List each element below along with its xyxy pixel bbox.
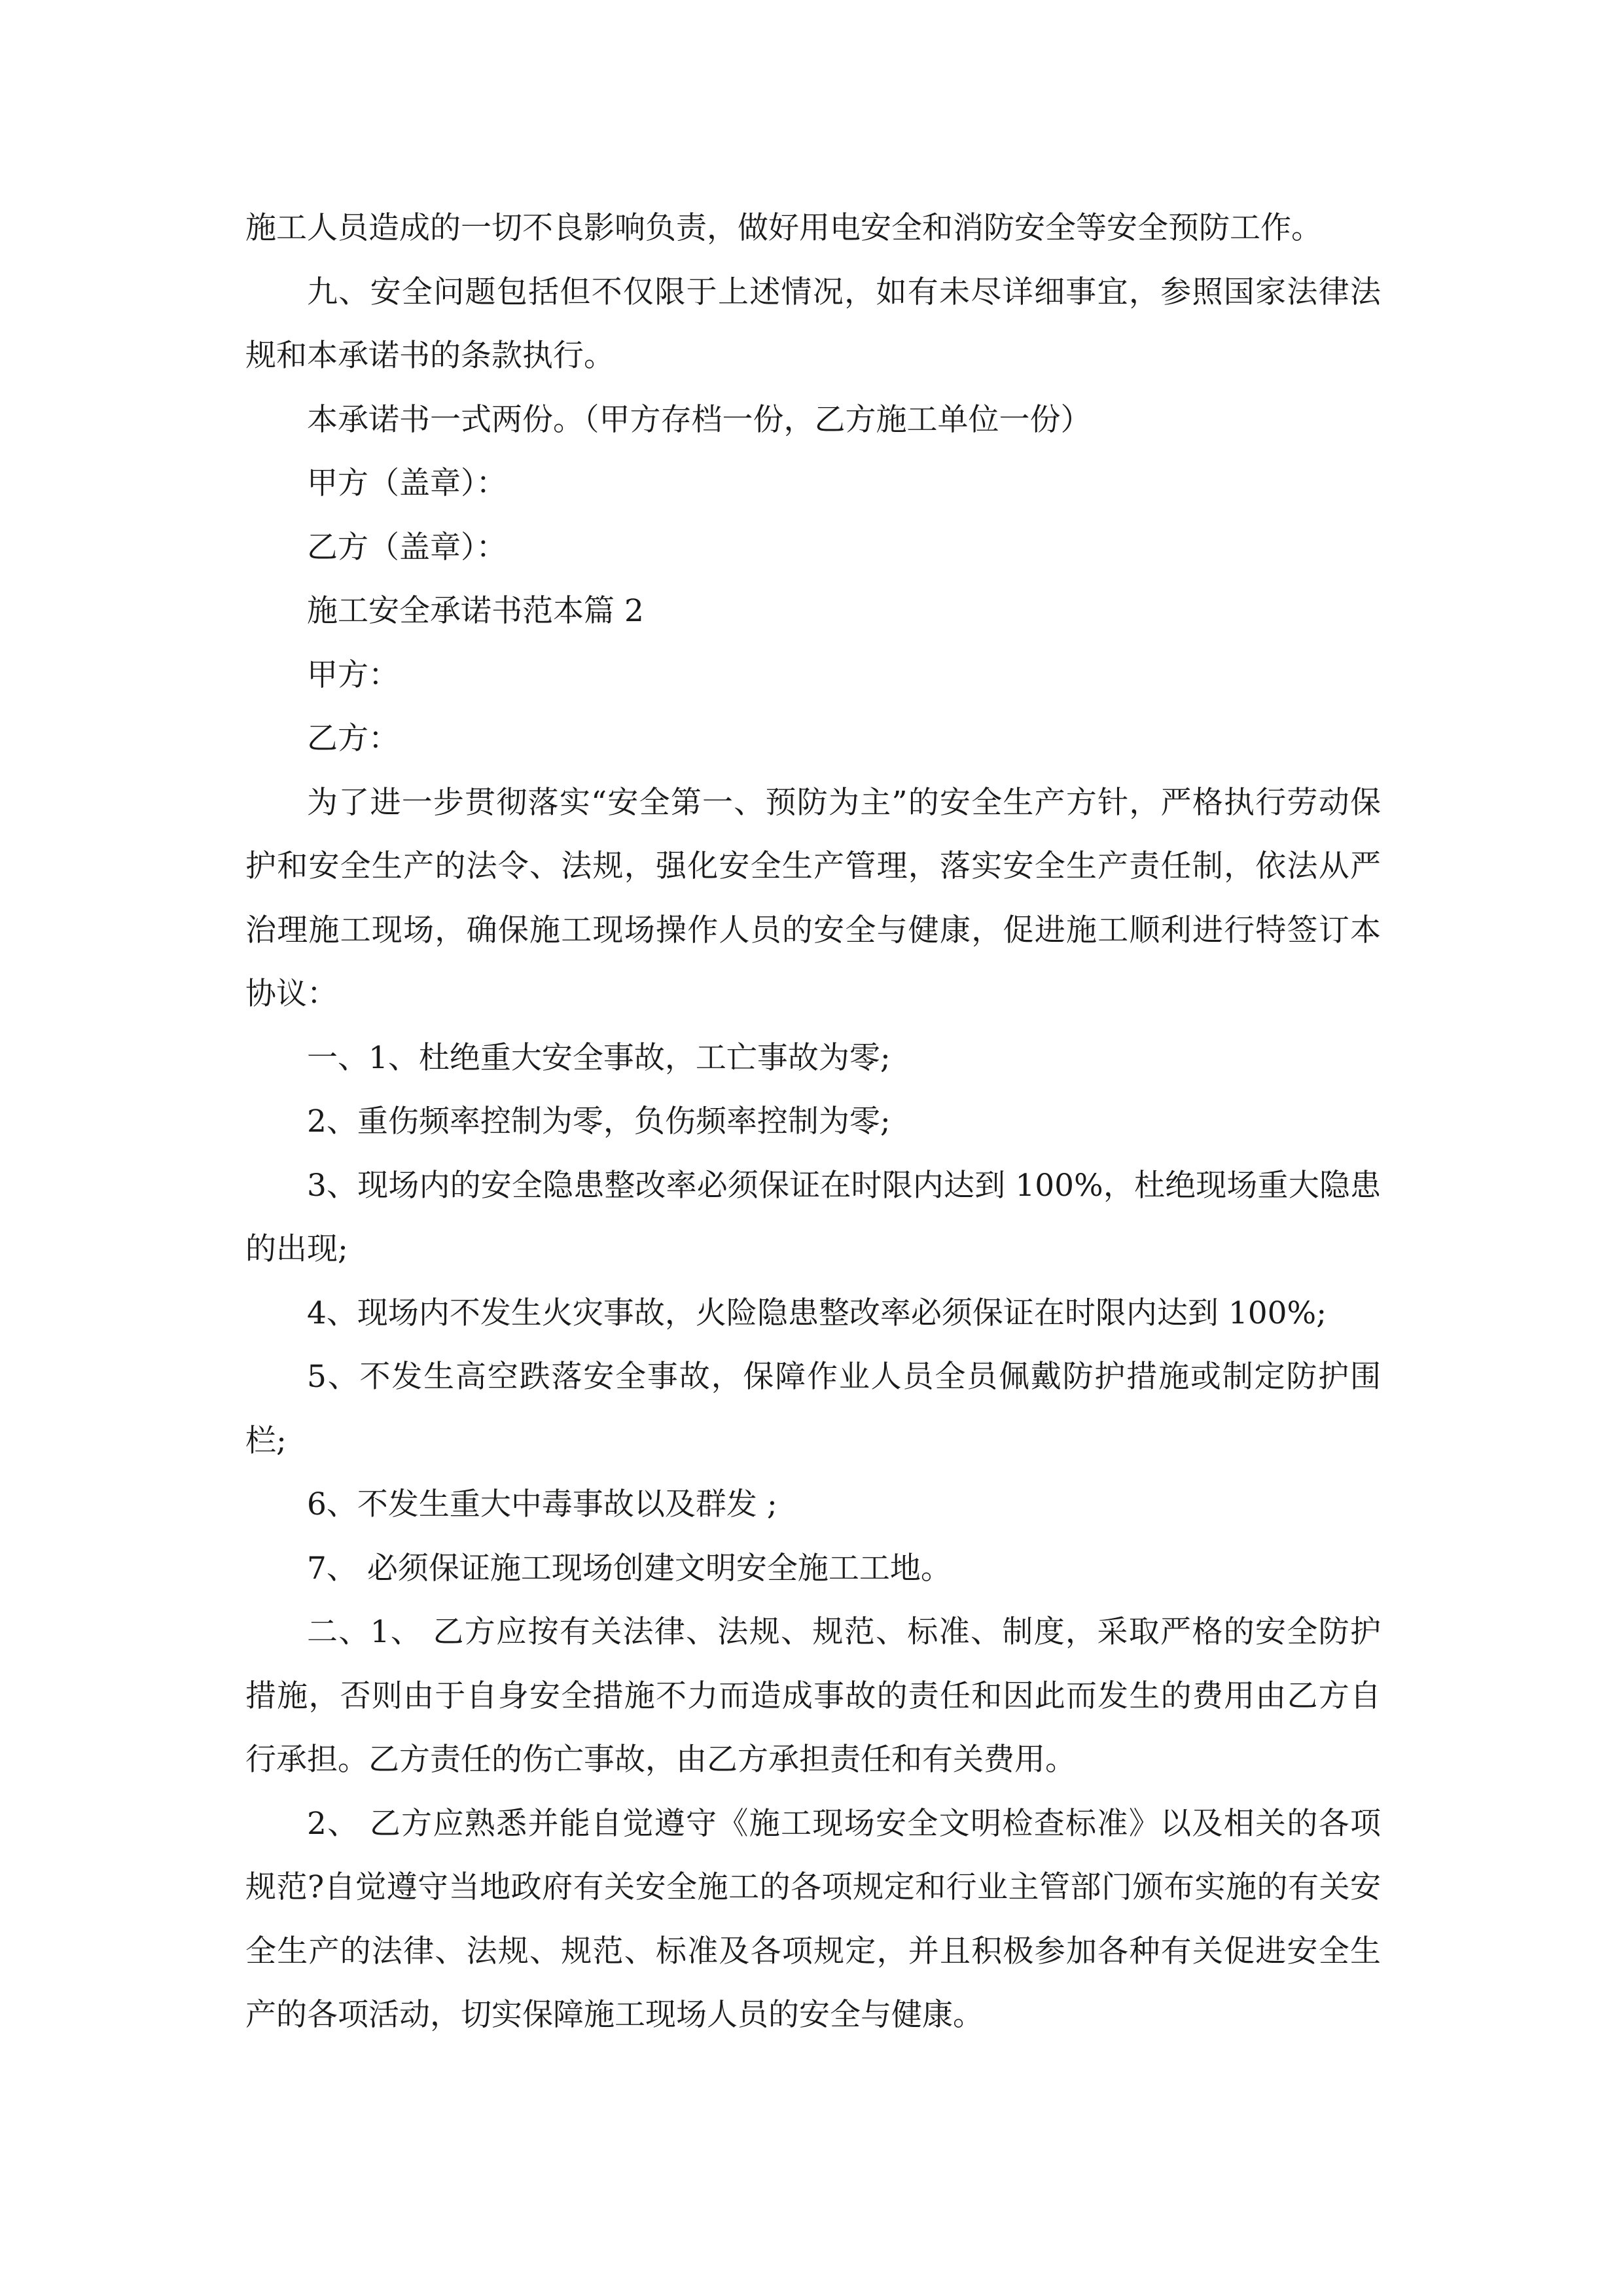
signature-party-b-seal: 乙方（盖章）：: [307, 529, 507, 565]
list-item: 2、重伤频率控制为零，负伤频率控制为零;: [307, 1103, 891, 1139]
list-item: 6、不发生重大中毒事故以及群发 ;: [307, 1486, 777, 1522]
paragraph-copies: 本承诺书一式两份。（甲方存档一份，乙方施工单位一份）: [307, 401, 1092, 438]
list-item: 5、不发生高空跌落安全事故，保障作业人员全员佩戴防护措施或制定防护围栏;: [245, 1359, 1381, 1459]
list-item: 4、现场内不发生火灾事故，火险隐患整改率必须保证在时限内达到 100%;: [307, 1295, 1327, 1331]
signature-party-a-seal: 甲方（盖章）：: [307, 465, 507, 501]
party-b-label: 乙方：: [307, 721, 399, 757]
paragraph-clause-nine: 九、安全问题包括但不仅限于上述情况，如有未尽详细事宜，参照国家法律法规和本承诺书的条款执行。: [245, 274, 1381, 374]
list-item: 一、1、杜绝重大安全事故，工亡事故为零;: [307, 1039, 891, 1076]
section-title: 施工安全承诺书范本篇 2: [307, 593, 644, 629]
list-item: 7、 必须保证施工现场创建文明安全施工工地。: [307, 1550, 952, 1587]
party-a-label: 甲方：: [307, 656, 399, 693]
list-item: 3、现场内的安全隐患整改率必须保证在时限内达到 100%，杜绝现场重大隐患的出现;: [245, 1167, 1381, 1267]
paragraph-preamble: 为了进一步贯彻落实“安全第一、预防为主”的安全生产方针，严格执行劳动保护和安全生产的法令、法规，强化安全生产管理，落实安全生产责任制，依法从严治理施工现场，确保施工现场操作人员的安全与健康，促进施工顺利进行特签订本协议：: [245, 784, 1381, 1012]
document-body: [245, 196, 1381, 2047]
list-item: 二、1、 乙方应按有关法律、法规、规范、标准、制度，采取严格的安全防护措施，否则由于自身安全措施不力而造成事故的责任和因此而发生的费用由乙方自行承担。乙方责任的伤亡事故，由乙方承担责任和有关费用。: [245, 1614, 1381, 1778]
list-item: 2、 乙方应熟悉并能自觉遵守《施工现场安全文明检查标准》以及相关的各项规范?自觉遵守当地政府有关安全施工的各项规定和行业主管部门颁布实施的有关安全生产的法律、法规、规范、标准及各项规定，并且积极参加各种有关促进安全生产的各项活动，切实保障施工现场人员的安全与健康。: [245, 1805, 1381, 2033]
paragraph-continued: 施工人员造成的一切不良影响负责，做好用电安全和消防安全等安全预防工作。: [245, 210, 1322, 246]
